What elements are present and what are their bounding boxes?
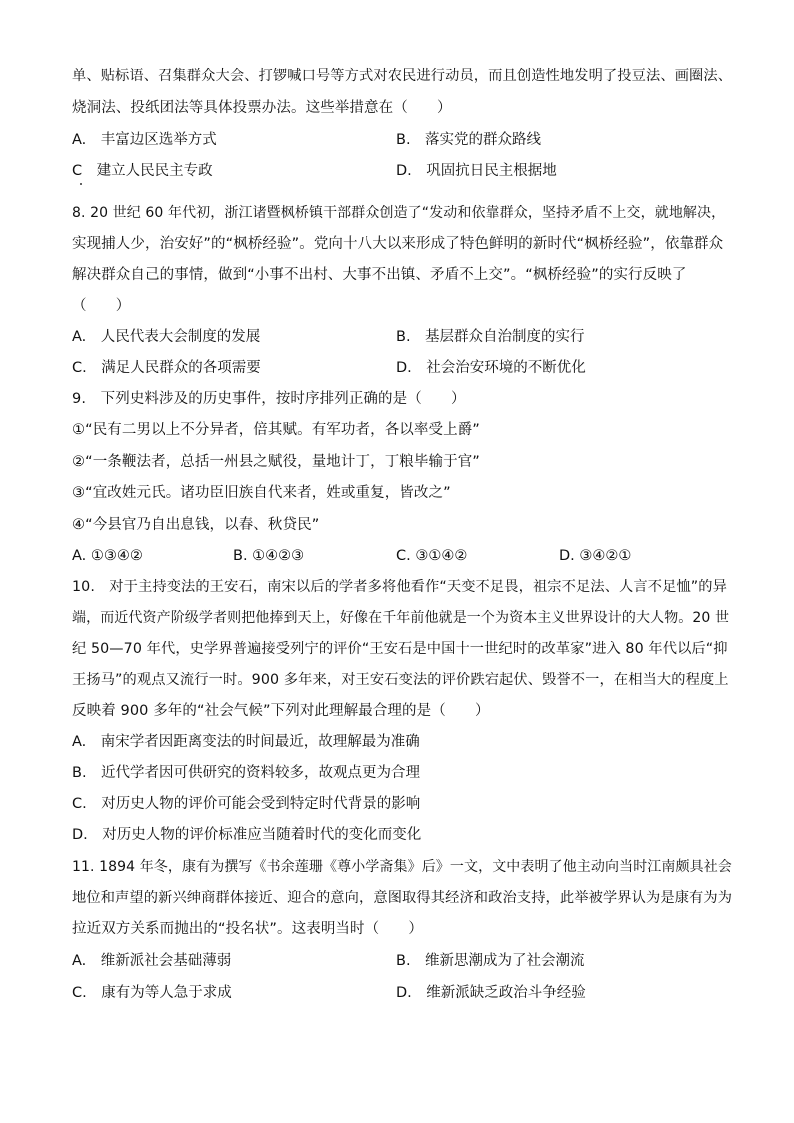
stray-dot: [80, 183, 82, 185]
q9-option-d[interactable]: D. ③④②①: [559, 548, 632, 564]
q10-stem-line-2: 端，而近代资产阶级学者则把他捧到天上，好像在千年前他就是一个为资本主义世界设计的大人物。20 世: [72, 610, 730, 626]
q11-option-a[interactable]: A. 维新派社会基础薄弱: [72, 953, 232, 969]
q10-option-c[interactable]: C. 对历史人物的评价可能会受到特定时代背景的影响: [72, 796, 421, 812]
q10-option-a[interactable]: A. 南宋学者因距离变法的时间最近，故理解最为准确: [72, 734, 420, 750]
q10-option-b[interactable]: B. 近代学者因可供研究的资料较多，故观点更为合理: [72, 765, 421, 781]
q8-option-c[interactable]: C. 满足人民群众的各项需要: [72, 360, 261, 376]
q11-stem-line-1: 11. 1894 年冬，康有为撰写《书余莲珊《尊小学斋集》后》一文，文中表明了他主动向当时江南颇具社会: [72, 859, 732, 875]
q8-stem-line-1: 8. 20 世纪 60 年代初，浙江诸暨枫桥镇干部群众创造了“发动和依靠群众，坚持矛盾不上交，就地解决，: [72, 205, 726, 221]
q7-option-a[interactable]: A. 丰富边区选举方式: [72, 132, 217, 148]
q9-option-c[interactable]: C. ③①④②: [396, 548, 468, 564]
q8-stem-line-3: 解决群众自己的事情，做到“小事不出村、大事不出镇、矛盾不上交”。“枫桥经验”的实行反映了: [72, 267, 687, 283]
q10-option-d[interactable]: D. 对历史人物的评价标准应当随着时代的变化而变化: [72, 827, 422, 843]
q8-option-d[interactable]: D. 社会治安环境的不断优化: [396, 360, 586, 376]
q7-stem-line-2: 烧洞法、投纸团法等具体投票办法。这些举措意在（ ）: [72, 100, 452, 116]
q9-stem: 9. 下列史料涉及的历史事件，按时序排列正确的是（ ）: [72, 391, 466, 407]
q10-stem-line-1: 10. 对于主持变法的王安石，南宋以后的学者多将他看作“天变不足畏，祖宗不足法、人言不足恤”的异: [72, 579, 727, 595]
q9-item-4: ④“今县官乃自出息钱，以春、秋贷民”: [72, 517, 320, 533]
q8-stem-line-4: （ ）: [72, 298, 131, 314]
q9-item-3: ③“宜改姓元氏。诸功臣旧族自代来者，姓或重复，皆改之”: [72, 485, 451, 501]
q8-stem-line-2: 实现捕人少，治安好”的“枫桥经验”。党向十八大以来形成了特色鲜明的新时代“枫桥经验”，依靠群众: [72, 236, 724, 252]
q8-option-a[interactable]: A. 人民代表大会制度的发展: [72, 329, 261, 345]
q9-option-b[interactable]: B. ①④②③: [233, 548, 305, 564]
q8-option-b[interactable]: B. 基层群众自治制度的实行: [396, 329, 585, 345]
q10-stem-line-5: 反映着 900 多年的“社会气候”下列对此理解最合理的是（ ）: [72, 703, 490, 719]
q10-stem-line-3: 纪 50—70 年代，史学界普遍接受列宁的评价“王安石是中国十一世纪时的改革家”进入 80 年代以后“抑: [72, 641, 728, 657]
q7-option-d[interactable]: D. 巩固抗日民主根据地: [396, 163, 557, 179]
q11-stem-line-3: 拉近双方关系而抛出的“投名状”。这表明当时（ ）: [72, 921, 424, 937]
q9-item-2: ②“一条鞭法者，总括一州县之赋役，量地计丁，丁粮毕输于官”: [72, 454, 480, 470]
q9-item-1: ①“民有二男以上不分异者，倍其赋。有军功者，各以率受上爵”: [72, 422, 480, 438]
q11-option-b[interactable]: B. 维新思潮成为了社会潮流: [396, 953, 585, 969]
q7-option-b[interactable]: B. 落实党的群众路线: [396, 132, 542, 148]
q10-stem-line-4: 王扬马”的观点又流行一时。900 多年来，对王安石变法的评价跌宕起伏、毁誉不一，在相当大的程度上: [72, 672, 729, 688]
q7-option-c[interactable]: C 建立人民民主专政: [72, 163, 213, 179]
q7-stem-line-1: 单、贴标语、召集群众大会、打锣喊口号等方式对农民进行动员，而且创造性地发明了投豆法、画圈法、: [72, 68, 733, 84]
q11-option-d[interactable]: D. 维新派缺乏政治斗争经验: [396, 985, 586, 1001]
q9-option-a[interactable]: A. ①③④②: [72, 548, 143, 564]
q11-stem-line-2: 地位和声望的新兴绅商群体接近、迎合的意向，意图取得其经济和政治支持，此举被学界认为是康有为为: [72, 890, 733, 906]
q11-option-c[interactable]: C. 康有为等人急于求成: [72, 985, 232, 1001]
